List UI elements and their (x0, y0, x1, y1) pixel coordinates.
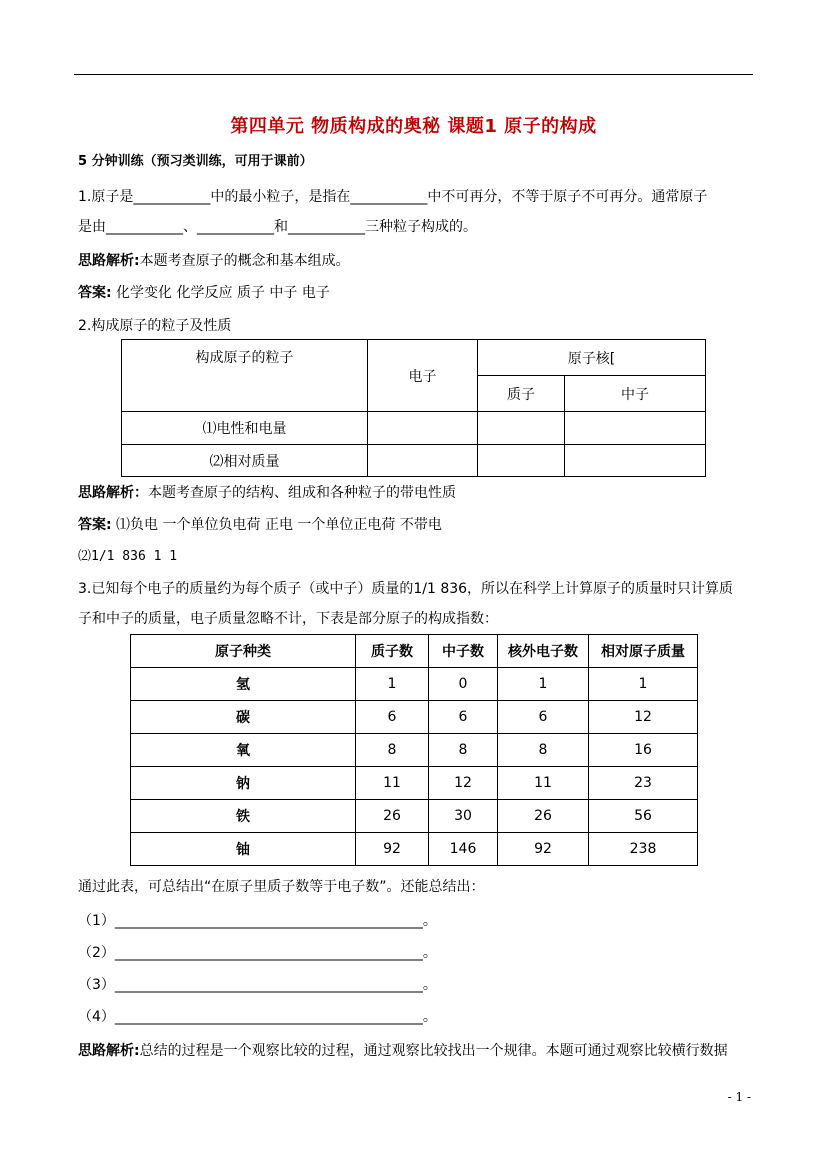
element-name: 氧 (131, 734, 356, 767)
table-cell: 0 (429, 668, 498, 701)
table-cell: 92 (356, 833, 429, 866)
table-cell: 8 (356, 734, 429, 767)
table-cell: 1 (589, 668, 698, 701)
table-cell: 56 (589, 800, 698, 833)
atom-composition-table (130, 634, 698, 866)
header-rule (74, 74, 753, 75)
answer-text: 化学变化 化学反应 质子 中子 电子 (111, 285, 330, 301)
element-name: 碳 (131, 701, 356, 734)
section-heading: 5 分钟训练（预习类训练，可用于课前） (78, 154, 313, 169)
element-name: 钠 (131, 767, 356, 800)
q1-answer (78, 282, 330, 302)
table-cell: 11 (498, 767, 589, 800)
proton-header: 质子 (478, 376, 565, 412)
element-name: 氢 (131, 668, 356, 701)
page-title: 第四单元 物质构成的奥秘 课题1 原子的构成 (230, 116, 597, 137)
q1-line2: 是由___________、___________和___________三种粒子构成的。 (78, 219, 477, 235)
q3-analysis (78, 1040, 728, 1060)
table-cell: 12 (429, 767, 498, 800)
answer-text: ⑴负电 一个单位负电荷 正电 一个单位正电荷 不带电 (111, 517, 442, 533)
analysis-text: 本题考查原子的结构、组成和各种粒子的带电性质 (148, 485, 456, 501)
particle-header: 构成原子的粒子 (122, 340, 368, 412)
table-cell: 6 (429, 701, 498, 734)
col-header: 核外电子数 (498, 635, 589, 668)
analysis-label: 思路解析: (78, 1043, 140, 1059)
analysis-text: 总结的过程是一个观察比较的过程，通过观察比较找出一个规律。本题可通过观察比较横行数据 (139, 1043, 728, 1059)
table-cell: 6 (498, 701, 589, 734)
table-cell: 8 (429, 734, 498, 767)
element-name: 铁 (131, 800, 356, 833)
col-header: 中子数 (429, 635, 498, 668)
table-row (131, 833, 698, 866)
table-cell (565, 445, 706, 477)
answer-label: 答案: (78, 285, 112, 301)
table-cell: 26 (498, 800, 589, 833)
blank-line-4: （4）____________________________________________。 (78, 1009, 437, 1025)
row-mass-label: ⑵相对质量 (122, 445, 368, 477)
table-cell: 23 (589, 767, 698, 800)
table-cell: 146 (429, 833, 498, 866)
table-cell (368, 445, 478, 477)
analysis-text: 本题考查原子的概念和基本组成。 (139, 253, 350, 269)
col-header: 原子种类 (131, 635, 356, 668)
q1-line1: 1.原子是___________中的最小粒子，是指在___________中不可再分，不等于原子不可再分。通常原子 (78, 189, 708, 205)
analysis-label: 思路解析： (78, 485, 148, 501)
table-cell: 6 (356, 701, 429, 734)
table-cell: 1 (356, 668, 429, 701)
table-cell (565, 412, 706, 445)
table-cell: 26 (356, 800, 429, 833)
table-row (131, 767, 698, 800)
table-cell: 30 (429, 800, 498, 833)
electron-header: 电子 (368, 340, 478, 412)
q3-line2: 子和中子的质量，电子质量忽略不计，下表是部分原子的构成指数： (78, 611, 498, 627)
col-header: 相对原子质量 (589, 635, 698, 668)
q2-analysis (78, 482, 456, 502)
table-cell (368, 412, 478, 445)
blank-line-1: （1）____________________________________________。 (78, 913, 437, 929)
row-charge-label: ⑴电性和电量 (122, 412, 368, 445)
table-row (131, 701, 698, 734)
table-cell (478, 445, 565, 477)
table-cell: 16 (589, 734, 698, 767)
q3-conclusion: 通过此表，可总结出“在原子里质子数等于电子数”。还能总结出： (78, 879, 485, 895)
table-row (131, 668, 698, 701)
page-number: - 1 - (727, 1090, 751, 1104)
q2-answer-line2: ⑵1/1 836 1 1 (78, 549, 178, 564)
table-cell: 238 (589, 833, 698, 866)
table-row (131, 734, 698, 767)
blank-line-2: （2）____________________________________________。 (78, 945, 437, 961)
q1-analysis (78, 250, 350, 270)
answer-label: 答案: (78, 517, 112, 533)
table-cell: 92 (498, 833, 589, 866)
q2-answer (78, 514, 442, 534)
neutron-header: 中子 (565, 376, 706, 412)
table-cell: 12 (589, 701, 698, 734)
col-header: 质子数 (356, 635, 429, 668)
table-cell: 8 (498, 734, 589, 767)
q3-line1: 3.已知每个电子的质量约为每个质子（或中子）质量的1/1 836，所以在科学上计算原子的质量时只计算质 (78, 581, 734, 597)
nucleus-header: 原子核[ (478, 340, 706, 376)
blank-line-3: （3）____________________________________________。 (78, 977, 437, 993)
particle-table (121, 339, 706, 477)
q2-stem: 2.构成原子的粒子及性质 (78, 318, 232, 334)
table-cell: 11 (356, 767, 429, 800)
table-cell: 1 (498, 668, 589, 701)
element-name: 铀 (131, 833, 356, 866)
table-cell (478, 412, 565, 445)
analysis-label: 思路解析: (78, 253, 140, 269)
table-row (131, 800, 698, 833)
